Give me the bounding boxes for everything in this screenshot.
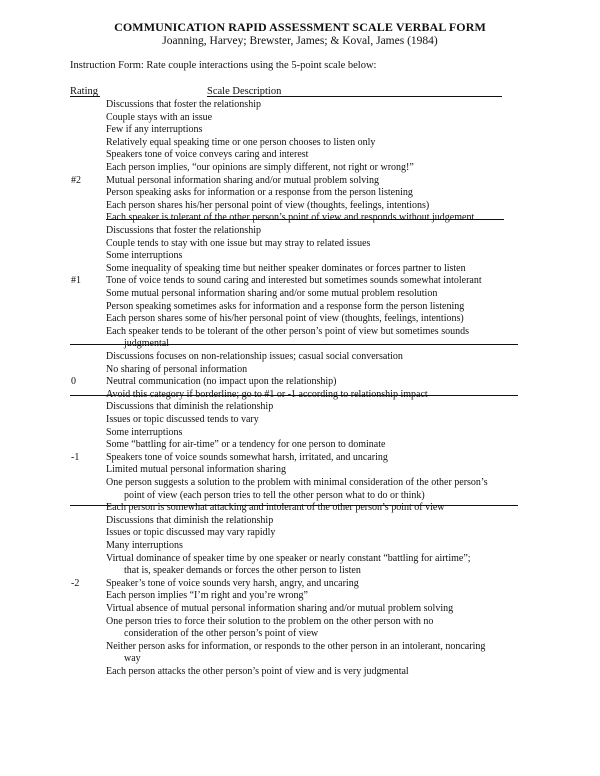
- scale-line: [0, 376, 600, 388]
- scale-line: [0, 464, 600, 476]
- scale-line: [0, 666, 600, 678]
- scale-description-text: Some “battling for air-time” or a tendency for one person to dominate: [106, 439, 386, 451]
- scale-line: [0, 477, 600, 489]
- rating-value: #1: [71, 275, 81, 287]
- scale-description-text: Few if any interruptions: [106, 124, 203, 136]
- scale-description-text: Couple tends to stay with one issue but may stray to related issues: [106, 237, 371, 249]
- scale-description-text: point of view (each person tries to tell the other person what to do or think): [124, 489, 425, 501]
- scale-line: [0, 502, 600, 514]
- scale-description-text: Discussions that diminish the relationship: [106, 401, 274, 413]
- scale-description-text: Each person shares some of his/her personal point of view (thoughts, feelings, intentions): [106, 313, 464, 325]
- scale-description-text: Each speaker is tolerant of the other person’s point of view and responds without judgement: [106, 212, 475, 224]
- scale-line: [0, 175, 600, 187]
- scale-description-text: Couple stays with an issue: [106, 111, 213, 123]
- rating-header-underline: [70, 96, 100, 97]
- scale-description-text: Some interruptions: [106, 426, 183, 438]
- scale-line: [0, 641, 600, 653]
- scale-line: [0, 149, 600, 161]
- scale-description-text: Some inequality of speaking time but neither speaker dominates or forces partner to listen: [106, 262, 466, 274]
- section-separator: [70, 505, 518, 506]
- section-separator: [70, 395, 518, 396]
- scale-description-text: Discussions that diminish the relationship: [106, 514, 274, 526]
- rating-column-header: Rating: [70, 86, 98, 97]
- scale-line: [0, 313, 600, 325]
- scale-description-text: Some mutual personal information sharing and/or some mutual problem resolution: [106, 288, 438, 299]
- scale-description-text: Many interruptions: [106, 540, 183, 551]
- scale-line: [0, 414, 600, 426]
- scale-line: [0, 427, 600, 439]
- document-authors: Joanning, Harvey; Brewster, James; & Koval, James (1984): [162, 35, 438, 47]
- scale-line: [0, 326, 600, 338]
- scale-line: [0, 590, 600, 602]
- scale-line: [0, 527, 600, 539]
- scale-line: [0, 351, 600, 363]
- scale-description-text: Each speaker tends to be tolerant of the other person’s point of view but sometimes sounds: [106, 325, 469, 337]
- scale-line: [0, 628, 600, 640]
- scale-line: [0, 99, 600, 111]
- rating-value: -2: [71, 577, 80, 589]
- scale-description-text: Each person implies “I’m right and you’re wrong”: [106, 590, 308, 602]
- scale-line: [0, 364, 600, 376]
- scale-description-text: consideration of the other person’s point of view: [124, 628, 319, 640]
- scale-line: [0, 187, 600, 199]
- scale-line: [0, 603, 600, 615]
- scale-description-text: Limited mutual personal information sharing: [106, 464, 286, 476]
- scale-line: [0, 616, 600, 628]
- section-separator: [70, 344, 518, 345]
- scale-description-text: Tone of voice tends to sound caring and interested but sometimes sounds somewhat intolerant: [106, 275, 482, 287]
- scale-description-text: that is, speaker demands or forces the other person to listen: [124, 565, 361, 577]
- document-title: COMMUNICATION RAPID ASSESSMENT SCALE VERBAL FORM: [114, 20, 486, 34]
- scale-line: [0, 490, 600, 502]
- description-column-header: Scale Description: [207, 86, 282, 97]
- scale-description-text: judgmental: [124, 338, 169, 350]
- scale-line: [0, 439, 600, 451]
- scale-line: [0, 263, 600, 275]
- scale-description-text: No sharing of personal information: [106, 363, 248, 375]
- rating-value: -1: [71, 451, 80, 463]
- scale-line: [0, 250, 600, 262]
- scale-description-text: Issues or topic discussed tends to vary: [106, 414, 259, 425]
- scale-description-text: way: [124, 653, 141, 665]
- instruction-text: Instruction Form: Rate couple interactions using the 5-point scale below:: [70, 60, 377, 71]
- scale-description-text: One person suggests a solution to the problem with minimal consideration of the other person’s: [106, 477, 488, 488]
- scale-description-text: Virtual dominance of speaker time by one speaker or nearly constant “battling for airtime”;: [106, 552, 471, 564]
- scale-line: [0, 515, 600, 527]
- scale-description-text: Mutual personal information sharing and/or mutual problem solving: [106, 174, 380, 186]
- scale-description-text: Person speaking sometimes asks for information and a response form the person listening: [106, 300, 465, 312]
- scale-description-text: Speakers tone of voice sounds somewhat harsh, irritated, and uncaring: [106, 451, 388, 463]
- scale-line: [0, 137, 600, 149]
- scale-description-text: One person tries to force their solution to the problem on the other person with no: [106, 615, 434, 627]
- scale-line: [0, 452, 600, 464]
- rating-value: 0: [71, 376, 76, 388]
- scale-description-text: Some interruptions: [106, 250, 183, 262]
- scale-line: [0, 301, 600, 313]
- scale-description-text: Speaker’s tone of voice sounds very harsh, angry, and uncaring: [106, 577, 359, 589]
- scale-line: [0, 238, 600, 250]
- scale-line: [0, 275, 600, 287]
- scale-description-text: Discussions that foster the relationship: [106, 225, 261, 236]
- scale-description-text: Neither person asks for information, or responds to the other person in an intolerant, noncaring: [106, 640, 486, 652]
- scale-line: [0, 653, 600, 665]
- scale-description-text: Speakers tone of voice conveys caring and interest: [106, 149, 309, 161]
- section-separator: [106, 219, 504, 220]
- scale-description-text: Virtual absence of mutual personal information sharing and/or mutual problem solving: [106, 603, 454, 614]
- scale-description-text: Avoid this category if borderline; go to #1 or -1 according to relationship impact: [106, 388, 428, 400]
- scale-line: [0, 200, 600, 212]
- scale-description-text: Each person is somewhat attacking and intolerant of the other person’s point of view: [106, 502, 445, 514]
- scale-line: [0, 124, 600, 136]
- scale-description-text: Person speaking asks for information or a response from the person listening: [106, 187, 413, 199]
- scale-line: [0, 540, 600, 552]
- rating-value: #2: [71, 174, 81, 186]
- scale-description-text: Each person implies, “our opinions are simply different, not right or wrong!”: [106, 162, 414, 173]
- scale-line: [0, 225, 600, 237]
- scale-line: [0, 288, 600, 300]
- description-header-underline: [207, 96, 502, 97]
- scale-line: [0, 162, 600, 174]
- scale-description-text: Issues or topic discussed may vary rapidly: [106, 527, 276, 539]
- scale-description-text: Neutral communication (no impact upon the relationship): [106, 376, 337, 388]
- scale-line: [0, 578, 600, 590]
- scale-description-text: Discussions focuses on non-relationship issues; casual social conversation: [106, 351, 403, 362]
- scale-line: [0, 401, 600, 413]
- scale-description-text: Each person shares his/her personal point of view (thoughts, feelings, intentions): [106, 199, 430, 211]
- scale-line: [0, 553, 600, 565]
- scale-line: [0, 112, 600, 124]
- scale-description-text: Relatively equal speaking time or one person chooses to listen only: [106, 136, 376, 148]
- scale-description-text: Discussions that foster the relationship: [106, 99, 261, 110]
- scale-description-text: Each person attacks the other person’s point of view and is very judgmental: [106, 666, 409, 677]
- scale-line: [0, 565, 600, 577]
